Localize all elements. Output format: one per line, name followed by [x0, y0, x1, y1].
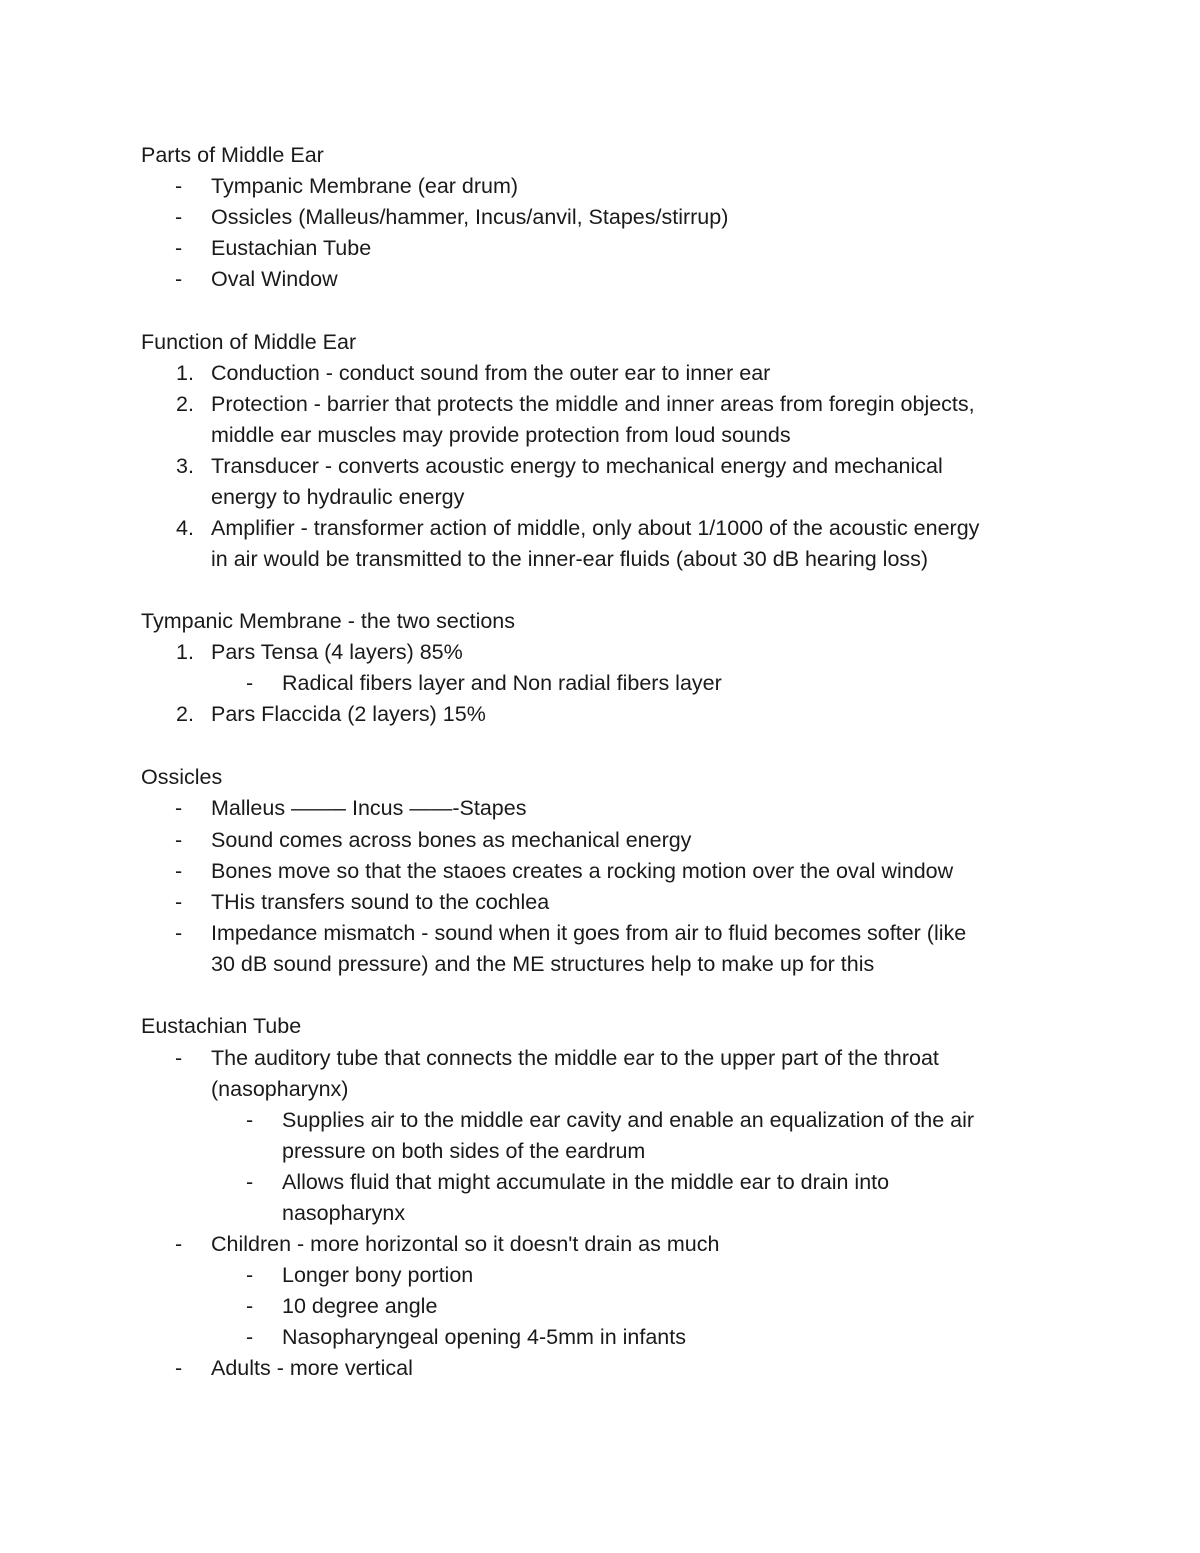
list-item: Allows fluid that might accumulate in the middle ear to drain into [282, 1170, 890, 1194]
section-heading-parts: Parts of Middle Ear [141, 143, 324, 167]
list-number: 1. [176, 640, 194, 664]
list-item: Supplies air to the middle ear cavity and enable an equalization of the air [282, 1108, 975, 1132]
bullet-dash: - [175, 859, 183, 883]
list-item: Ossicles (Malleus/hammer, Incus/anvil, Stapes/stirrup) [211, 205, 729, 229]
list-item: Pars Flaccida (2 layers) 15% [211, 702, 486, 726]
list-item: The auditory tube that connects the middle ear to the upper part of the throat [211, 1046, 939, 1070]
bullet-dash: - [246, 671, 254, 695]
list-item: Children - more horizontal so it doesn't drain as much [211, 1232, 720, 1256]
list-item: Bones move so that the staoes creates a rocking motion over the oval window [211, 859, 954, 883]
bullet-dash: - [246, 1170, 254, 1194]
bullet-dash: - [175, 1356, 183, 1380]
bullet-dash: - [175, 921, 183, 945]
list-item: Amplifier - transformer action of middle, only about 1/1000 of the acoustic energy [211, 516, 980, 540]
section-heading-tympanic: Tympanic Membrane - the two sections [141, 609, 516, 633]
section-heading-ossicles: Ossicles [141, 765, 223, 789]
bullet-dash: - [246, 1263, 254, 1287]
section-heading-function: Function of Middle Ear [141, 330, 357, 354]
bullet-dash: - [175, 796, 183, 820]
bullet-dash: - [246, 1325, 254, 1349]
list-number: 1. [176, 361, 194, 385]
bullet-dash: - [246, 1294, 254, 1318]
list-item-continuation: energy to hydraulic energy [211, 485, 465, 509]
list-number: 4. [176, 516, 194, 540]
list-item-continuation: pressure on both sides of the eardrum [282, 1139, 646, 1163]
list-item-continuation: nasopharynx [282, 1201, 406, 1225]
bullet-dash: - [175, 205, 183, 229]
list-item: Sound comes across bones as mechanical energy [211, 828, 692, 852]
bullet-dash: - [175, 174, 183, 198]
list-number: 3. [176, 454, 194, 478]
list-item: Impedance mismatch - sound when it goes from air to fluid becomes softer (like [211, 921, 967, 945]
list-item-continuation: 30 dB sound pressure) and the ME structures help to make up for this [211, 952, 875, 976]
bullet-dash: - [175, 828, 183, 852]
list-item: Oval Window [211, 267, 338, 291]
list-item: Nasopharyngeal opening 4-5mm in infants [282, 1325, 686, 1349]
list-item: Conduction - conduct sound from the outer ear to inner ear [211, 361, 771, 385]
list-item-continuation: middle ear muscles may provide protection from loud sounds [211, 423, 791, 447]
list-item-continuation: (nasopharynx) [211, 1077, 349, 1101]
list-item: Eustachian Tube [211, 236, 372, 260]
list-number: 2. [176, 392, 194, 416]
section-heading-eustachian: Eustachian Tube [141, 1014, 302, 1038]
list-item: Longer bony portion [282, 1263, 474, 1287]
list-item: Protection - barrier that protects the middle and inner areas from foregin objects, [211, 392, 975, 416]
bullet-dash: - [175, 1046, 183, 1070]
bullet-dash: - [175, 890, 183, 914]
list-item: 10 degree angle [282, 1294, 438, 1318]
list-item: Radical fibers layer and Non radial fibers layer [282, 671, 722, 695]
list-number: 2. [176, 702, 194, 726]
list-item: Adults - more vertical [211, 1356, 413, 1380]
list-item: Transducer - converts acoustic energy to mechanical energy and mechanical [211, 454, 943, 478]
bullet-dash: - [175, 267, 183, 291]
list-item: Pars Tensa (4 layers) 85% [211, 640, 463, 664]
list-item: Malleus ——– Incus ——-Stapes [211, 796, 527, 820]
list-item-continuation: in air would be transmitted to the inner-ear fluids (about 30 dB hearing loss) [211, 547, 929, 571]
list-item: THis transfers sound to the cochlea [211, 890, 550, 914]
bullet-dash: - [246, 1108, 254, 1132]
bullet-dash: - [175, 1232, 183, 1256]
bullet-dash: - [175, 236, 183, 260]
list-item: Tympanic Membrane (ear drum) [211, 174, 519, 198]
